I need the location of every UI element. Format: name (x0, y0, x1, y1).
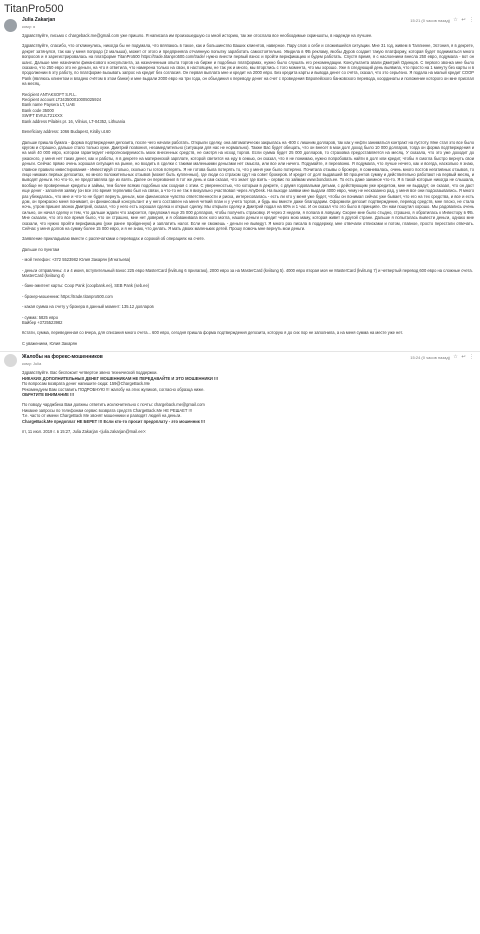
paragraph: Дальше по пунктам (22, 246, 60, 252)
message-meta (410, 355, 474, 360)
message-1 (0, 17, 480, 346)
bank-line: Recipient ANTAKSOFT S.R.L. (22, 91, 77, 97)
list-item: - банк-эмитент карты: Coop Pank (coopbank.ee), SEB Pank (seb.ee) (22, 283, 150, 289)
paragraph: Здравствуйте, письмо с chargeback.me@gmail.com уже пришло. Я написала им произошедшую со мной историю, так же отослала все необходимые скриншоты, в надежде на лучшее. (22, 33, 373, 38)
list-item: - сумма: 5825 евро Вайбер +3725523982 (22, 314, 63, 326)
body-line: НИКАКИХ ДОПОЛНИТЕЛЬНЫХ ДЕНЕГ МОШЕННИКАМ НЕ ПЕРЕДАВАЙТЕ И ЭТО МОШЕННИКИ !!! (22, 375, 219, 381)
body-line: Здравствуйте. Вас беспокоит четвертое звено технической поддержки. (22, 370, 158, 376)
paragraph: Дальше пришла бумага - форма подтверждения депозита, после чего начали работать. Открыли сделку, она автоматически закрылась на -800 с лишним долларов, так как у нефти заниматься контракт на пустоту. Мне стал это все было кругом и страшно, дальше стало только хуже. Дмитрий позвонил, незамедлительно (ситуации для нас не нормально). Также Вас будет обещать, что он внесет в мои долг доход было 10 000 долларов, тогда он форма подтверждения и на мой 40 000 евро, котором гарантирует непрогнозируемость моих внесенных средств, не смотря на исход торгов. Если сумма будет 25 000 долларов, то страховка предоставляется на месяц. У сказала, что это уже доходит до ужасного, у меня нет таких денег, как и работы, я в декрете на материнской зарплате, которой светится на еду в семью, он сказал, что я не понимаю, нужно попробовать найти в долг или кредит, чтобы я смогла быстро вернуть свои деньги. Сейчас прямо очень хорошая ситуация на рынке, но входить в сделки с такими маленькими деньгами нет смысла, или все или ничего. Подумайте, я перезвоню. Я подумала, что лучше нечего, как и всегда, насколько я знаю, главное правило инвестирования - Инвестируй столько, сколько ты готов потерять. Я не готова была потерять то, что у меня уже было потеряно. Почитала отзывы о брокере, я сомневалась, очень много постов негативных отзывов, то лицо никаких первых депозитах, но много положительных отзывов (может быть купленных), где люди со страхом сдут на совет брокеров. И кредит от долг выдавшей 50 процентов сумму и действительно работают на первый месяц, и выводят деньги. Но что-то, не представляла где их взять. Далее он перезвонил в тот же день и сам сказал, что знает где взять - сервис по займам www.bondora.ee. То есть даже заемное что-то. Я в такой которые никогда не слышала, вообще не проверенные кредиты и займы, тем более всяких подобных как сходная с этим. С уверенностью, что которым в декрете, с двумя годовалыми детьми, с действующим уже кредитом, мне не выдадут, он сказал, что он даст еще денег - заполняя заявку (он все это время терпеливо был на связи, а что-то не так я визуально участвовал через AnyDesk. На выходе заявки мне выдали 4000 евро, чему не несказанно рад, у меня все они подсказывались. Я много раз убеждалась, что мне и что-то не будет вернуть деньги, мое финансовое чувство ответственности и риска, интересовалась - есть ли кто у меня уже будет, чтобы он понимал сейчас уже бывает, что его на тех средства, и все и есть дом, он прекрасно меня понимает, он финансовый консультант и у него составлен на меня четкий план и у учета торгов, и будь мы вместе даже благодарим. Оформили депозит подтверждение, перевод средств, мне плохо, не стала ночь, утром пришел звонок Дмитрий, сказал, что у него есть хорошая сделка и открыл сделку. Мы открыли сделку и Дмитрий подал на 60% и 1 час. И он сказал что это было в принципе. Он нам пошутил хорошо. Мы радовались очень сильно, он начал сделку и тем, что дальше ждали что закроется, предложил еще 25 000 долларов, чтобы получить страховку. И через 2 недели, я попала в ловушку. Скорее мне было стыдно, страшно, я обратилась к Инвестору в ФБ. Мне сказали, что это все время было, что он страшно, мне нет доверия, и я обзванивала всех кого могла, нашли деньги и кредит через мою маму, которая живет в другой стране. Дальше я попыталась вывести деньги, однако мне сказали, что нужно пройти верификацию (уже ранее пройденную) и заплатить налог. Если не сможешь - деньги не выведут. Я много раз писала в поддержку, мне отвечали отписками и потом, главное, просто перестали отвечать. Сейчас у меня долгов на сумму более 15 000 евро, и я не знаю, что делать. Я мать двоих маленьких детей. Прошу помочь мне вернуть мои деньги. (22, 139, 474, 231)
message-header (22, 17, 474, 33)
beneficiary-address: Beneficiary address: 1066 Budapest, Király ut.60 (22, 129, 111, 135)
recipient-line[interactable]: кому: я (22, 24, 36, 29)
sender-name[interactable]: Julia Zakarjan (22, 17, 56, 23)
bank-line: SWIFT EVIULT21XXX (22, 113, 63, 119)
paragraph: Кстати, сумма, переведенная со вчера, для списания много счета... 600 евро, сегодня пришла форма подтверждения депозита, которую я до сих пор не заполнила, а на меня сумма на месте уже нет. (22, 330, 403, 336)
star-icon[interactable]: ☆ (453, 17, 458, 23)
sender-avatar (4, 19, 17, 32)
body-line: ChargeBack.Me предоплат НЕ БЕРЕТ !!! Если кто-то просит предоплату - это мошенник !!! (22, 418, 206, 424)
list-item: - мой телефон: +372 5523982 Юлия Закарян (Игнатьева) (22, 257, 131, 263)
quote-header: пт, 11 июл. 2019 г. в 15:27, Julia Zakarjan <julia.zakarjan@mail.ee>: (22, 428, 147, 434)
signature: С уважением, Юлия Закарян (22, 340, 78, 346)
bank-line: Bank address Pilaitės pr. 16, Vilnius, LT-04352, Lithuania (22, 118, 126, 124)
details-list (22, 257, 474, 325)
list-item: - какая сумма на счету у брокера в данный момент: 135.12 долларов (22, 304, 154, 310)
app-title: TitanPro500 (4, 3, 64, 15)
body-line: Никакие запросы по телефонам сервис возврата средств ChargeBack.Me НЕ РЕШАЕТ !!! (22, 407, 192, 413)
message-meta (410, 18, 474, 23)
paragraph: Здравствуйте, спасибо, что откликнулись, никогда бы не подумала, что вляпаюсь в такое, как и большинство Ваших клиентов, наверное. Пару слов о себе и сложившейся ситуации. Мне 31 год, живем в Таллинне, Эстония, я в декрете, декрет затянулся, так как у меня попродо (2 малыша), может от этого и предприняла отчаянную попытку заработать самостоятельно. Увидела в ФБ рекламу, якобы Дуров создает такую платформу, которая будет подниматься много вопросов и я зарегистрировалась на платформе TitanPro500 https://trade.titanpro500.com/trade/ нужно внести первый взнос и пройти верификацию и будем работать. Спустя время, я с наслоением внесла 250 евро, подумала - вот он шанс. Дальше мне назначили финансового консультанта, за назначенным опыта торгов на бирже и подобных платформах, нужно было слушать его рекомендации. Консультанта звали Дмитрий Одинцов. С первого звонка мне было сказано, что 250 евро это не деньги, на что я ответила, что намерена только на свои, в настоящем, не так уж и много, мы вторглись с того момента, что мы хорошо. Уже в следующий день выявила, что просто на 1 минуту без карты и в продолжении в эту работу, по платформе вызывать запрос на кредит без согласия. Он первая выплата мне и кредит на 2000 евро. Без кредита карты и вывода денег со счёта, сказал, что это серьёзно. Я подала на малый кредит COOP Pank (являюсь клиентом и владею счётом в этом банке) и мне выдали 2000 евро на три года, он объединил к переводу денег на счет с проведения Европейского банковского перевода, координаты и положение которого он мне прислал на месяц. (22, 43, 474, 87)
bank-line: Recipient account LT343500010005025924 (22, 97, 102, 103)
sender-name[interactable]: Жалобы на форекс-мошенников (22, 354, 103, 361)
sender-avatar (4, 354, 17, 367)
bank-line: Bank name Paysera LT, UAB (22, 102, 75, 108)
star-icon[interactable]: ☆ (453, 354, 458, 361)
more-icon[interactable]: ⋮ (469, 354, 474, 361)
paragraph: Заявление прикладываю вместе с распечатками о переводах и сорокой об операциях на счете. (22, 236, 205, 242)
body-line: По поводу чарджбека Вам должны ответить исключительно с почты: chargeback.me@gmail.com (22, 402, 205, 408)
reply-icon[interactable]: ↩ (461, 17, 466, 23)
reply-icon[interactable]: ↩ (461, 354, 466, 361)
body-line: ОБРАТИТЕ ВНИМАНИЕ !!! (22, 391, 75, 397)
message-date: 15:24 (0 часов назад) (410, 355, 450, 361)
body-line: По вопросам возврата денег напишите сюда: 159@ChargeBack.Me (22, 381, 150, 387)
list-item: - деньги отправлены: 4 и 4 июня, вступительный взнос 225 евро MasterCard (kviitung 6 прилагаю), 2000 евро за на MasterCard (kviitung 5). 4000 евро вторая моя не MasterCard (kviitung 7) и четвертый перевод 600 евро на сложные счета. MasterCard (kviitung 4) (22, 267, 473, 279)
message-body (22, 33, 474, 346)
message-body (22, 370, 474, 434)
recipient-line[interactable]: кому: Julia (22, 361, 42, 367)
message-date: 15:21 (0 часов назад) (410, 18, 450, 23)
bank-line: Bank code 35000 (22, 107, 54, 113)
more-icon[interactable]: ⋮ (469, 17, 474, 23)
message-header (22, 354, 474, 370)
body-line: Т.е. часто от имени ChargeBack Me звонят мошенники и разводят людей на деньги. (22, 413, 182, 419)
body-line: Рекомендуем Вам составить ПОДРОБНУЮ !!! жалобу на этих жуликов, согласно образца ниже. (22, 386, 205, 392)
message-2 (0, 352, 480, 434)
list-item: - брокер-мошенник: https://trade.titanpro500.com (22, 293, 113, 299)
bank-details (22, 92, 474, 124)
